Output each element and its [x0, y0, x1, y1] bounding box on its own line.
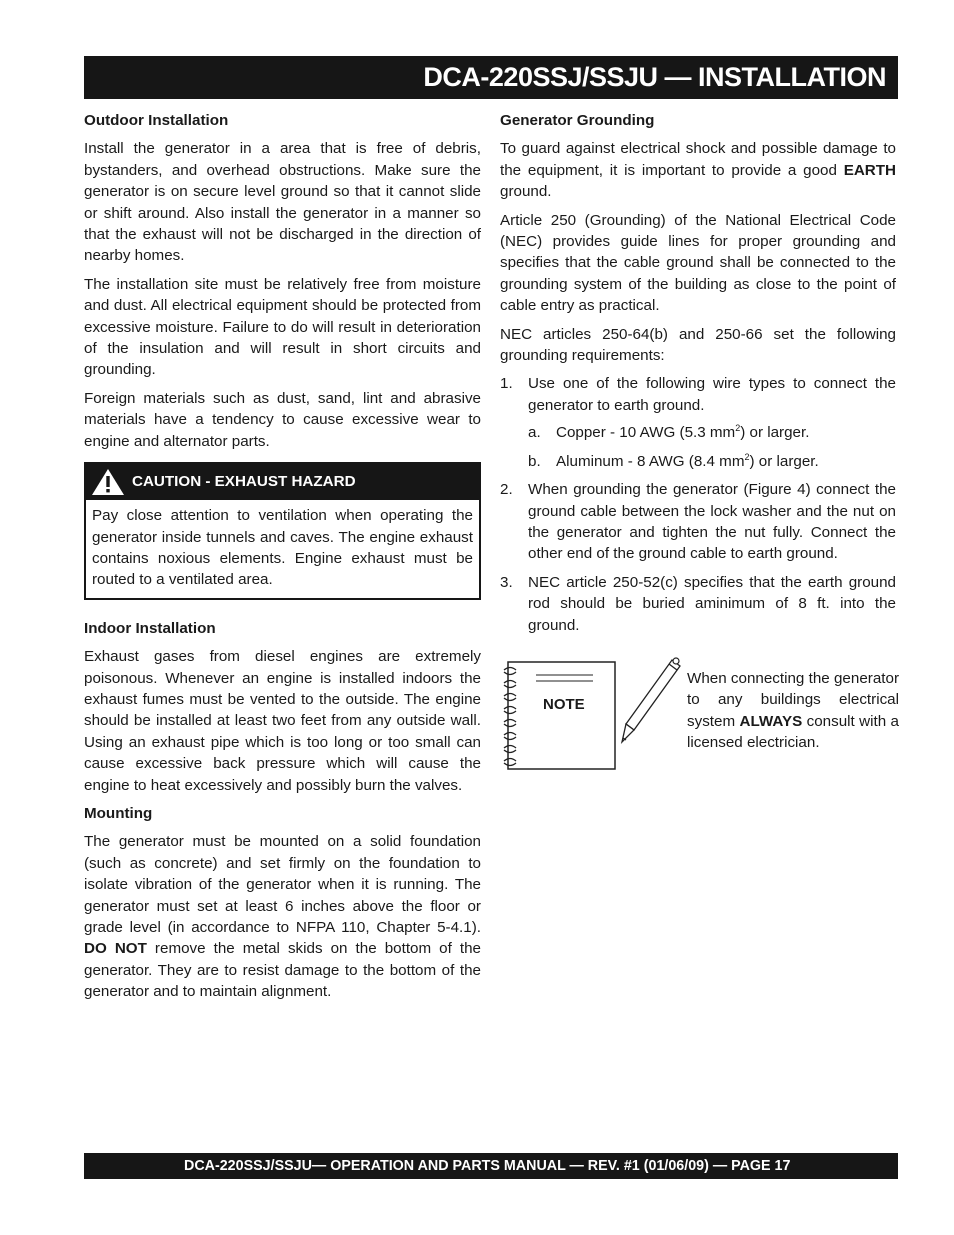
indoor-installation-heading: Indoor Installation: [84, 619, 216, 637]
mounting-do-not: DO NOT: [84, 940, 147, 958]
left-column: [84, 110, 481, 1010]
caution-body: Pay close attention to ventilation when operating the generator inside tunnels and caves. The engine exhaust contains noxious elements. Engine exhaust must be routed to a ventilated area.: [92, 507, 473, 589]
note-always: ALWAYS: [739, 712, 803, 730]
right-column: [500, 110, 899, 778]
grounding-paragraph-2: Article 250 (Grounding) of the National Electrical Code (NEC) provides guide lines for proper grounding and specifies that the cable ground shall be connected to the grounding system of the building as close to the point of cable entry as practical.: [500, 211, 896, 315]
wire-type-aluminum: [528, 451, 896, 472]
sub-text-pre: Copper - 10 AWG (5.3 mm: [556, 424, 736, 442]
caution-box: [84, 462, 481, 600]
generator-grounding-heading: Generator Grounding: [500, 112, 655, 129]
grounding-step-3: [500, 572, 896, 636]
grounding-paragraph-3: NEC articles 250-64(b) and 250-66 set the following grounding requirements:: [500, 325, 896, 365]
page-header: [84, 56, 898, 99]
mounting-text-a: The generator must be mounted on a solid foundation (such as concrete) and set firmly on the foundation to isolate vibration of the generator when it is running. The generator must set at least 6 inches above the floor or grade level (in accordance to NFPA 110, Chapter 5-4.1).: [84, 833, 481, 936]
grounding-paragraph-1: [500, 138, 896, 202]
sub-sup: 2: [744, 451, 750, 462]
warning-triangle-icon: [88, 467, 128, 497]
outdoor-installation-heading: Outdoor Installation: [84, 112, 229, 129]
grounding-p1-text-a: To guard against electrical shock and possible damage to the equipment, it is important to provide a good: [500, 140, 896, 179]
notepad-icon: [500, 658, 620, 773]
step-number: 1.: [500, 375, 513, 393]
step-text: When grounding the generator (Figure 4) connect the ground cable between the lock washer and the nut on the generator and tighten the nut fully. Connect the other end of the ground cable to earth ground.: [528, 481, 896, 563]
sub-text-pre: Aluminum - 8 AWG (8.4 mm: [556, 452, 745, 470]
indoor-paragraph-1: Exhaust gases from diesel engines are extremely poisonous. Whenever an engine is installed indoors the exhaust fumes must be vented to the outside. The engine should be installed at least two feet from any outside wall. Using an exhaust pipe which is too long or too small can cause excessive back pressure which will cause the engine to heat excessively and possibly burn the valves.: [84, 648, 481, 794]
page-footer: [84, 1153, 898, 1179]
step-text: NEC article 250-52(c) specifies that the earth ground rod should be buried aminimum of 8 ft. into the ground.: [528, 573, 896, 634]
grounding-p1-text-b: ground.: [500, 183, 552, 201]
mounting-paragraph: [84, 831, 481, 1002]
grounding-step-2: [500, 479, 896, 565]
sub-text-post: ) or larger.: [740, 424, 810, 442]
wire-type-list: [528, 422, 896, 472]
note-block: [500, 658, 899, 778]
outdoor-paragraph-3: Foreign materials such as dust, sand, lint and abrasive materials have a tendency to cause excessive wear to engine and alternator parts.: [84, 389, 481, 450]
outdoor-paragraph-1: Install the generator in a area that is free of debris, bystanders, and overhead obstructions. Make sure the generator is on secure level ground so that it cannot slide or shift around. Also install the generator in a manner so that the exhaust will not be discharged in the direction of nearby homes.: [84, 140, 481, 265]
caution-title: CAUTION - EXHAUST HAZARD: [132, 473, 356, 491]
sub-text-post: ) or larger.: [749, 452, 819, 470]
note-text-b: consult with a licensed electrician.: [687, 712, 899, 752]
caution-header: [86, 464, 479, 500]
mounting-text-b: remove the metal skids on the bottom of the generator. They are to resist damage to the bottom of the generator and to maintain alignment.: [84, 940, 482, 1001]
sub-number: b.: [528, 452, 541, 470]
note-text: [687, 668, 899, 754]
sub-sup: 2: [735, 423, 741, 434]
grounding-steps: [500, 373, 896, 635]
mounting-heading: Mounting: [84, 804, 153, 822]
step-number: 2.: [500, 481, 513, 499]
footer-text: DCA-220SSJ/SSJU— OPERATION AND PARTS MANUAL — REV. #1 (01/06/09) — PAGE 17: [184, 1158, 791, 1174]
sub-number: a.: [528, 424, 541, 442]
step-text: Use one of the following wire types to connect the generator to earth ground.: [528, 375, 896, 414]
page-title: DCA-220SSJ/SSJU — INSTALLATION: [423, 62, 886, 92]
wire-type-copper: [528, 422, 896, 443]
note-label: NOTE: [543, 695, 585, 713]
note-text-a: When connecting the generator to any buildings electrical system: [687, 669, 899, 730]
grounding-earth: EARTH: [843, 161, 896, 179]
pencil-icon: [616, 654, 686, 746]
outdoor-paragraph-2: The installation site must be relatively free from moisture and dust. All electrical equipment should be protected from excessive moisture. Failure to do will result in deterioration of the insulation and will result in short circuits and grounding.: [84, 275, 481, 379]
grounding-step-1: [500, 373, 896, 472]
step-number: 3.: [500, 573, 513, 591]
